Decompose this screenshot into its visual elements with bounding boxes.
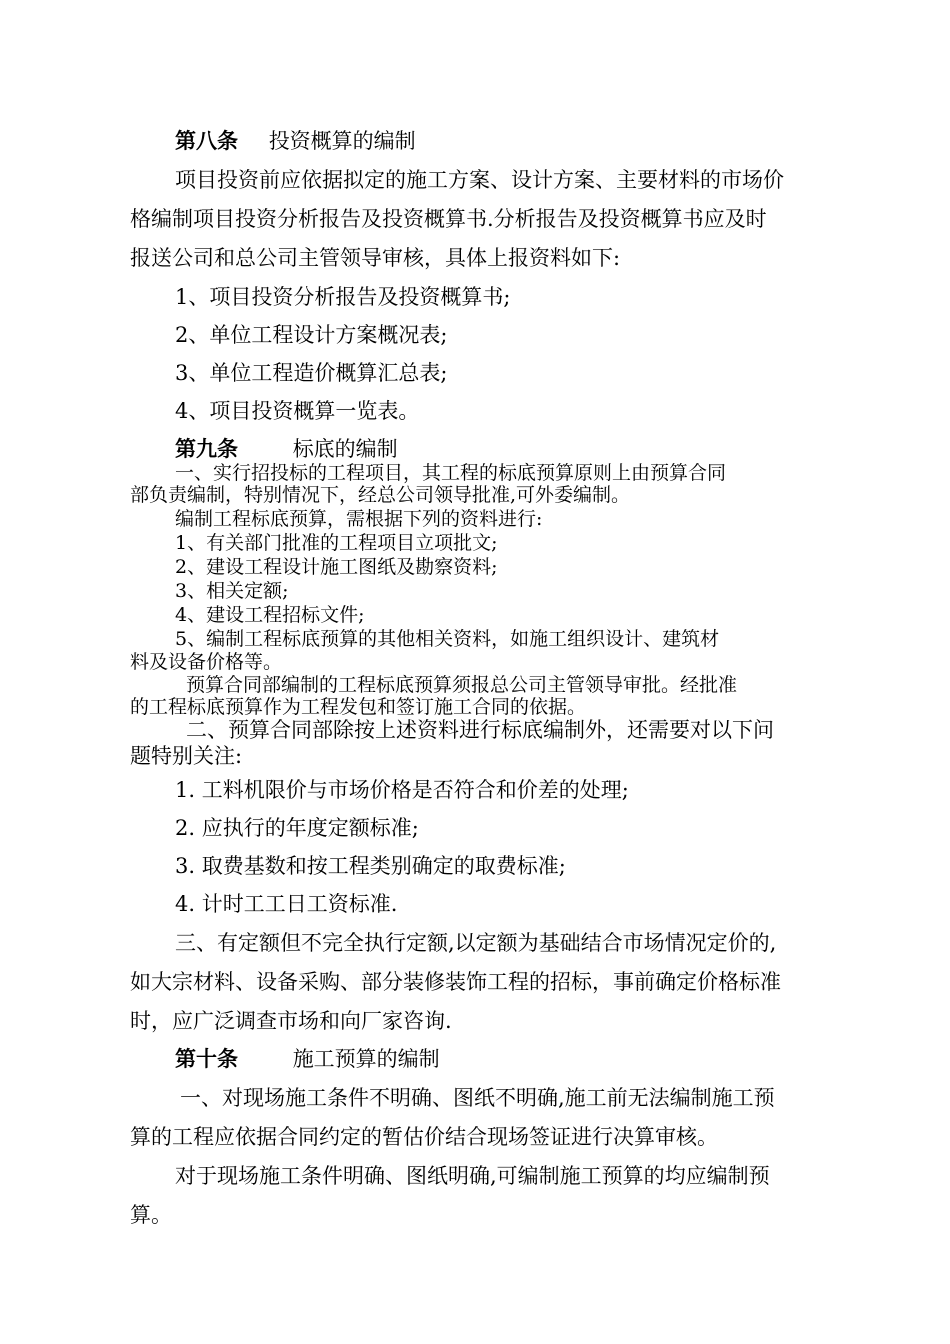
s10-para1-line-1: 一、对现场施工条件不明确、图纸不明确,施工前无法编制施工预 <box>180 1086 775 1110</box>
section-10-title: 施工预算的编制 <box>292 1047 440 1071</box>
s10-para1-line-2: 算的工程应依据合同约定的暂估价结合现场签证进行决算审核。 <box>130 1125 718 1149</box>
s9-items2-4: 4. 计时工工日工资标准. <box>175 892 398 916</box>
s8-item-4: 4、项目投资概算一览表。 <box>175 399 420 423</box>
s9-item-3: 3、相关定额; <box>175 580 289 602</box>
s9-items2-1: 1. 工料机限价与市场价格是否符合和价差的处理; <box>175 778 629 802</box>
s8-para-line-2: 格编制项目投资分析报告及投资概算书.分析报告及投资概算书应及时 <box>130 207 767 231</box>
section-8-heading <box>175 128 416 154</box>
s8-para-line-3: 报送公司和总公司主管领导审核，具体上报资料如下: <box>130 246 621 270</box>
s10-para2-line-2: 算。 <box>130 1203 172 1227</box>
s8-item-1: 1、项目投资分析报告及投资概算书; <box>175 285 511 309</box>
section-10-label: 第十条 <box>175 1046 238 1071</box>
s9-item-4: 4、建设工程招标文件; <box>175 604 365 626</box>
s9-para1-line-1: 一、实行招投标的工程项目，其工程的标底预算原则上由预算合同 <box>175 462 727 484</box>
section-9-heading <box>175 436 398 462</box>
s9-item-5-line-1: 5、编制工程标底预算的其他相关资料，如施工组织设计、建筑材 <box>175 628 720 650</box>
section-9-title: 标底的编制 <box>292 437 398 461</box>
s9-para4-line-2: 题特别关注: <box>130 744 243 768</box>
s9-para3-line-2: 的工程标底预算作为工程发包和签订施工合同的依据。 <box>130 696 587 718</box>
s9-para4-line-1: 二、预算合同部除按上述资料进行标底编制外，还需要对以下问 <box>186 718 774 742</box>
s9-para2: 编制工程标底预算，需根据下列的资料进行: <box>175 508 543 530</box>
section-8-title: 投资概算的编制 <box>268 129 416 153</box>
s8-para-line-1: 项目投资前应依据拟定的施工方案、设计方案、主要材料的市场价 <box>175 168 784 192</box>
s9-item-2: 2、建设工程设计施工图纸及勘察资料; <box>175 556 498 578</box>
s9-item-5-line-2: 料及设备价格等。 <box>130 651 283 673</box>
section-8-label: 第八条 <box>175 128 238 153</box>
s9-para1-line-2: 部负责编制，特别情况下，经总公司领导批准,可外委编制。 <box>130 484 631 506</box>
s9-para5-line-1: 三、有定额但不完全执行定额,以定额为基础结合市场情况定价的, <box>175 931 777 955</box>
s10-para2-line-1: 对于现场施工条件明确、图纸明确,可编制施工预算的均应编制预 <box>175 1164 770 1188</box>
s9-para5-line-2: 如大宗材料、设备采购、部分装修装饰工程的招标，事前确定价格标准 <box>130 970 781 994</box>
s8-item-3: 3、单位工程造价概算汇总表; <box>175 361 448 385</box>
s9-para3-line-1: 预算合同部编制的工程标底预算须报总公司主管领导审批。经批准 <box>186 674 738 696</box>
section-9-label: 第九条 <box>175 436 238 461</box>
s9-items2-2: 2. 应执行的年度定额标准; <box>175 816 419 840</box>
s9-items2-3: 3. 取费基数和按工程类别确定的取费标准; <box>175 854 566 878</box>
s9-item-1: 1、有关部门批准的工程项目立项批文; <box>175 532 498 554</box>
section-10-heading <box>175 1046 440 1072</box>
s9-para5-line-3: 时，应广泛调查市场和向厂家咨询. <box>130 1009 452 1033</box>
s8-item-2: 2、单位工程设计方案概况表; <box>175 323 448 347</box>
